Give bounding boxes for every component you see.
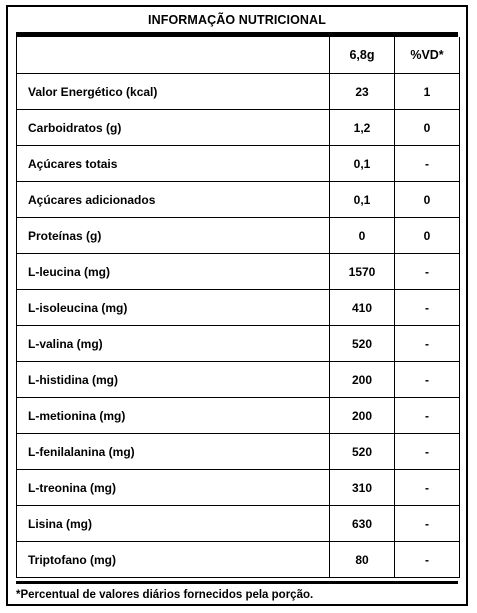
nutrient-name: L-histidina (mg) <box>28 372 118 387</box>
nutrient-amount: 0,1 <box>329 146 394 181</box>
nutrient-amount: 520 <box>329 434 394 469</box>
table-row <box>17 146 459 182</box>
nutrient-vd: 0 <box>394 182 459 217</box>
nutrient-name: Lisina (mg) <box>28 516 93 531</box>
table-row <box>17 326 459 362</box>
nutrient-header-cell <box>17 37 329 73</box>
nutrient-vd: - <box>394 434 459 469</box>
portion-header: 6,8g <box>329 37 394 73</box>
nutrient-amount: 0 <box>329 218 394 253</box>
nutrient-name: L-treonina (mg) <box>28 480 116 495</box>
nutrient-vd: - <box>394 470 459 505</box>
nutrient-name: L-isoleucina (mg) <box>28 300 128 315</box>
footer-divider <box>16 581 458 584</box>
table-body <box>17 74 459 578</box>
nutrient-vd: - <box>394 398 459 433</box>
nutrient-vd: - <box>394 254 459 289</box>
table-row <box>17 470 459 506</box>
nutrient-vd: - <box>394 362 459 397</box>
nutrition-table <box>16 37 460 578</box>
nutrient-amount: 410 <box>329 290 394 325</box>
nutrient-vd: 1 <box>394 74 459 109</box>
nutrient-name: L-valina (mg) <box>28 336 103 351</box>
nutrient-amount: 1570 <box>329 254 394 289</box>
nutrient-name: Valor Energético (kcal) <box>28 84 158 99</box>
nutrient-name: Proteínas (g) <box>28 228 102 243</box>
nutrient-amount: 1,2 <box>329 110 394 145</box>
nutrient-vd: - <box>394 290 459 325</box>
table-row <box>17 542 459 578</box>
nutrient-amount: 520 <box>329 326 394 361</box>
nutrient-vd: 0 <box>394 218 459 253</box>
nutrient-name: Açúcares adicionados <box>28 192 156 207</box>
nutrient-amount: 0,1 <box>329 182 394 217</box>
table-row <box>17 254 459 290</box>
table-row <box>17 218 459 254</box>
nutrient-name: L-metionina (mg) <box>28 408 126 423</box>
footnote: *Percentual de valores diários fornecidos pela porção. <box>16 589 314 601</box>
nutrient-vd: - <box>394 326 459 361</box>
nutrient-vd: - <box>394 506 459 541</box>
vd-header: %VD* <box>394 37 459 73</box>
table-header-row <box>17 37 459 74</box>
table-row <box>17 290 459 326</box>
table-row <box>17 182 459 218</box>
nutrient-vd: - <box>394 542 459 577</box>
nutrient-amount: 80 <box>329 542 394 577</box>
table-row <box>17 434 459 470</box>
table-row <box>17 110 459 146</box>
nutrient-amount: 200 <box>329 362 394 397</box>
nutrient-amount: 310 <box>329 470 394 505</box>
label-title: INFORMAÇÃO NUTRICIONAL <box>148 12 326 27</box>
nutrient-name: L-fenilalanina (mg) <box>28 444 135 459</box>
nutrient-amount: 630 <box>329 506 394 541</box>
nutrient-amount: 23 <box>329 74 394 109</box>
nutrition-facts-label <box>6 5 468 606</box>
nutrient-name: Triptofano (mg) <box>28 552 116 567</box>
table-row <box>17 74 459 110</box>
nutrient-vd: - <box>394 146 459 181</box>
nutrient-name: Açúcares totais <box>28 156 118 171</box>
table-row <box>17 506 459 542</box>
table-row <box>17 398 459 434</box>
nutrient-name: L-leucina (mg) <box>28 264 111 279</box>
nutrient-amount: 200 <box>329 398 394 433</box>
nutrient-vd: 0 <box>394 110 459 145</box>
nutrient-name: Carboidratos (g) <box>28 120 122 135</box>
table-row <box>17 362 459 398</box>
